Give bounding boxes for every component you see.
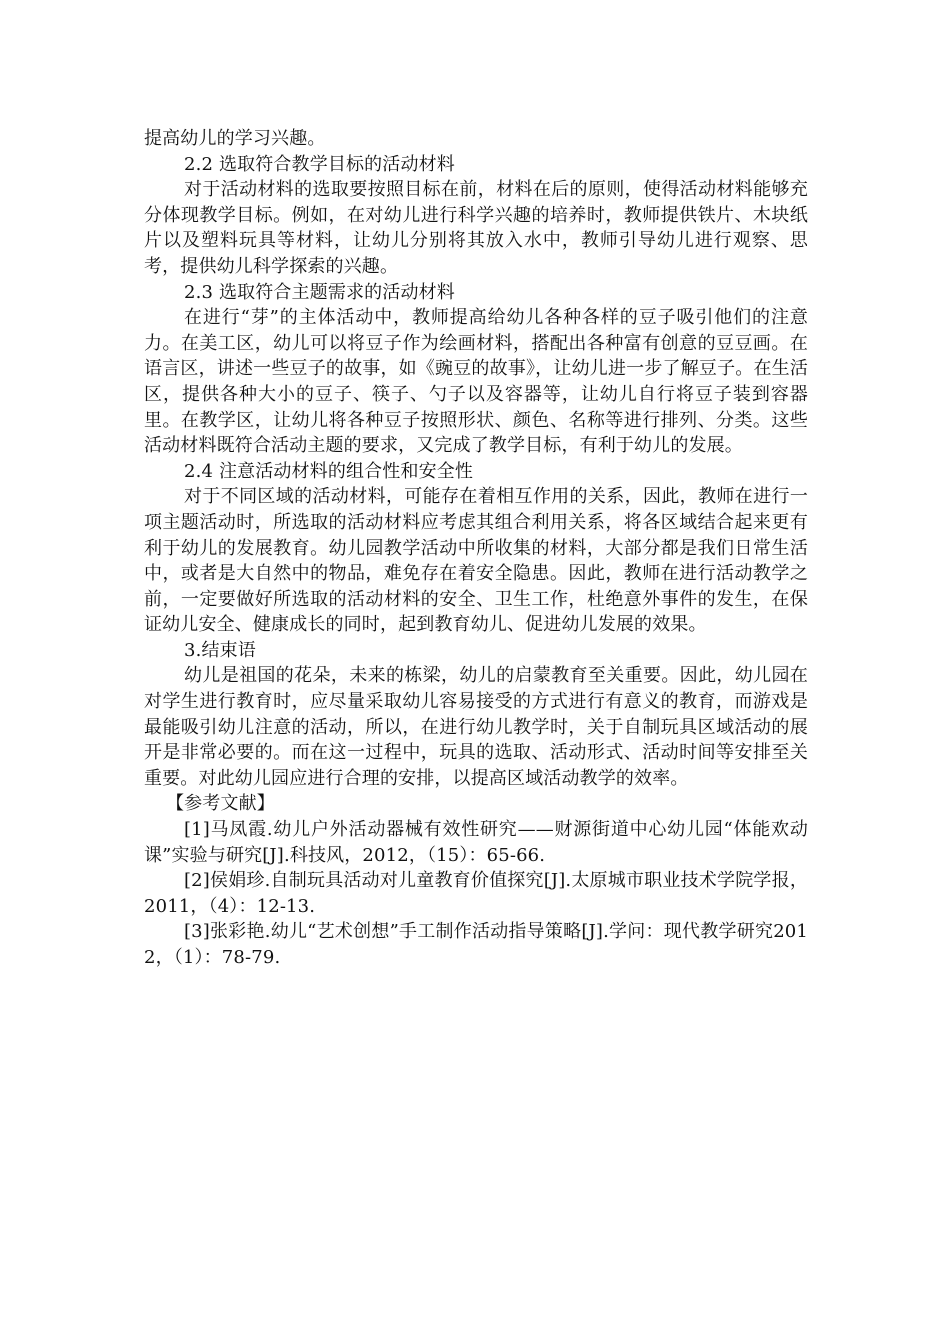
paragraph-conclusion: 幼儿是祖国的花朵，未来的栋梁，幼儿的启蒙教育至关重要。因此，幼儿园在对学生进行教育时，应尽量采取幼儿容易接受的方式进行有意义的教育，而游戏是最能吸引幼儿注意的活动，所以，在进行幼儿教学时，关于自制玩具区域活动的展开是非常必要的。而在这一过程中，玩具的选取、活动形式、活动时间等安排至关重要。对此幼儿园应进行合理的安排，以提高区域活动教学的效率。: [144, 665, 808, 789]
paragraph-intro-tail: 提高幼儿的学习兴趣。: [144, 128, 326, 149]
paragraph-2-3: 在进行“芽”的主体活动中，教师提高给幼儿各种各样的豆子吸引他们的注意力。在美工区，幼儿可以将豆子作为绘画材料，搭配出各种富有创意的豆豆画。在语言区，讲述一些豆子的故事，如《豌豆的故事》，让幼儿进一步了解豆子。在生活区，提供各种大小的豆子、筷子、勺子以及容器等，让幼儿自行将豆子装到容器里。在教学区，让幼儿将各种豆子按照形状、颜色、名称等进行排列、分类。这些活动材料既符合活动主题的要求，又完成了教学目标，有利于幼儿的发展。: [144, 307, 808, 457]
reference-item-2: [2]侯娟珍.自制玩具活动对儿童教育价值探究[J].太原城市职业技术学院学报，2011，（4）：12-13.: [144, 870, 808, 917]
section-heading-2-4: 2.4 注意活动材料的组合性和安全性: [184, 460, 474, 482]
section-heading-2-3: 2.3 选取符合主题需求的活动材料: [184, 281, 455, 303]
reference-item-3: [3]张彩艳.幼儿“艺术创想”手工制作活动指导策略[J].学问：现代教学研究2012，（1）：78-79.: [144, 921, 808, 968]
paragraph-2-2: 对于活动材料的选取要按照目标在前，材料在后的原则，使得活动材料能够充分体现教学目标。例如，在对幼儿进行科学兴趣的培养时，教师提供铁片、木块纸片以及塑料玩具等材料，让幼儿分别将其放入水中，教师引导幼儿进行观察、思考，提供幼儿科学探索的兴趣。: [144, 179, 808, 277]
section-heading-2-2: 2.2 选取符合教学目标的活动材料: [184, 153, 455, 175]
references-heading: 【参考文献】: [166, 793, 275, 815]
reference-item-1: [1]马凤霞.幼儿户外活动器械有效性研究——财源街道中心幼儿园“体能欢动课”实验与研究[J].科技风，2012，（15）：65-66.: [144, 819, 808, 866]
body-text: [144, 126, 808, 971]
section-heading-3: 3.结束语: [184, 639, 256, 661]
paragraph-2-4: 对于不同区域的活动材料，可能存在着相互作用的关系，因此，教师在进行一项主题活动时，所选取的活动材料应考虑其组合利用关系，将各区域结合起来更有利于幼儿的发展教育。幼儿园教学活动中所收集的材料，大部分都是我们日常生活中，或者是大自然中的物品，难免存在着安全隐患。因此，教师在进行活动教学之前，一定要做好所选取的活动材料的安全、卫生工作，杜绝意外事件的发生，在保证幼儿安全、健康成长的同时，起到教育幼儿、促进幼儿发展的效果。: [144, 486, 808, 636]
